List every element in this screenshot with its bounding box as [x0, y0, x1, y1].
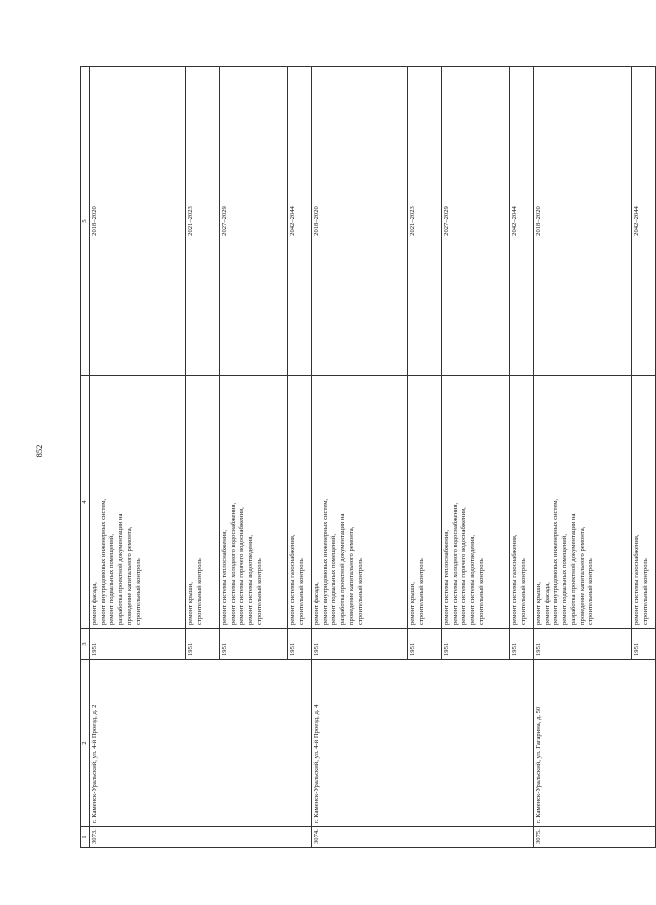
rotated-table-container — [80, 90, 649, 848]
header-col-2: 2 — [81, 660, 90, 827]
work-item: строительный контроль — [356, 558, 364, 625]
table-row — [312, 67, 408, 848]
repair-period: 2042–2044 — [510, 67, 534, 376]
work-item: строительный контроль — [641, 558, 649, 625]
year-built: 1951 — [510, 629, 534, 660]
work-item: ремонт внутридомовых инженерных систем, — [552, 498, 560, 625]
entry-address: г. Каменск-Уральский, ул. 4-й Проезд, д. 2 — [90, 660, 312, 827]
work-item: проведение капитального ремонта, — [578, 526, 586, 625]
page-number: 852 — [34, 444, 44, 458]
header-col-1: 1 — [81, 827, 90, 848]
entry-address: г. Каменск-Уральский, ул. Гагарина, д. 50 — [534, 660, 656, 827]
works-list — [408, 376, 442, 629]
work-item: ремонт системы холодного водоснабжения, — [229, 502, 237, 625]
work-item: ремонт подвальных помещений, — [561, 534, 569, 625]
year-built: 1951 — [186, 629, 220, 660]
work-item: ремонт системы горячего водоснабжения, — [460, 507, 468, 625]
work-item: ремонт системы газоснабжения, — [633, 534, 640, 625]
work-item: проведение капитального ремонта, — [347, 526, 355, 625]
repair-period: 2021–2023 — [408, 67, 442, 376]
work-item: ремонт системы теплоснабжения, — [221, 530, 228, 625]
work-item: ремонт крыши, — [409, 582, 416, 625]
work-item: разработка проектной документации на — [569, 513, 577, 625]
work-item: ремонт системы газоснабжения, — [289, 534, 296, 625]
header-col-4: 4 — [81, 376, 90, 629]
repair-period: 2042–2044 — [288, 67, 312, 376]
header-col-5: 5 — [81, 67, 90, 376]
work-item: строительный контроль — [195, 558, 203, 625]
entry-address: г. Каменск-Уральский, ул. 4-й Проезд, д. 4 — [312, 660, 534, 827]
year-built: 1951 — [90, 629, 186, 660]
year-built: 1951 — [408, 629, 442, 660]
work-item: строительный контроль — [134, 558, 142, 625]
work-item: ремонт фасада, — [543, 582, 551, 625]
table-row — [534, 67, 632, 848]
entry-number: 3074. — [312, 827, 534, 848]
repair-period: 2021–2023 — [186, 67, 220, 376]
work-item: строительный контроль — [297, 558, 305, 625]
entry-number: 3073. — [90, 827, 312, 848]
repair-period: 2018–2020 — [312, 67, 408, 376]
year-built: 1951 — [312, 629, 408, 660]
work-item: ремонт крыши, — [535, 582, 542, 625]
work-item: ремонт крыши, — [187, 582, 194, 625]
year-built: 1951 — [220, 629, 288, 660]
work-item: ремонт системы водоотведения, — [247, 534, 255, 625]
year-built: 1951 — [442, 629, 510, 660]
repair-period: 2042–2044 — [632, 67, 656, 376]
work-item: ремонт фасада, — [91, 582, 98, 625]
repair-period: 2027–2029 — [220, 67, 288, 376]
repair-period: 2027–2029 — [442, 67, 510, 376]
table-row — [90, 67, 186, 848]
repair-schedule-table — [80, 66, 656, 848]
work-item: ремонт внутридомовых инженерных систем, — [99, 498, 107, 625]
work-item: строительный контроль — [519, 558, 527, 625]
works-list — [90, 376, 186, 629]
work-item: ремонт системы холодного водоснабжения, — [451, 502, 459, 625]
table-body — [90, 67, 656, 848]
works-list — [632, 376, 656, 629]
work-item: ремонт системы теплоснабжения, — [443, 530, 450, 625]
work-item: строительный контроль — [417, 558, 425, 625]
work-item: строительный контроль — [255, 558, 263, 625]
work-item: ремонт внутридомовых инженерных систем, — [321, 498, 329, 625]
repair-period: 2018–2020 — [534, 67, 632, 376]
work-item: строительный контроль — [477, 558, 485, 625]
header-row — [81, 67, 90, 848]
works-list — [442, 376, 510, 629]
work-item: ремонт подвальных помещений, — [330, 534, 338, 625]
work-item: ремонт подвальных помещений, — [108, 534, 116, 625]
works-list — [220, 376, 288, 629]
year-built: 1951 — [534, 629, 632, 660]
works-list — [312, 376, 408, 629]
work-item: ремонт системы горячего водоснабжения, — [238, 507, 246, 625]
works-list — [534, 376, 632, 629]
works-list — [186, 376, 220, 629]
work-item: ремонт системы водоотведения, — [469, 534, 477, 625]
year-built: 1951 — [288, 629, 312, 660]
year-built: 1951 — [632, 629, 656, 660]
work-item: ремонт системы газоснабжения, — [511, 534, 518, 625]
header-col-3: 3 — [81, 629, 90, 660]
work-item: строительный контроль — [587, 558, 595, 625]
entry-number: 3075. — [534, 827, 656, 848]
repair-period: 2018–2020 — [90, 67, 186, 376]
works-list — [288, 376, 312, 629]
work-item: проведение капитального ремонта, — [125, 526, 133, 625]
work-item: разработка проектной документации на — [117, 513, 125, 625]
works-list — [510, 376, 534, 629]
work-item: разработка проектной документации на — [339, 513, 347, 625]
work-item: ремонт фасада, — [313, 582, 320, 625]
